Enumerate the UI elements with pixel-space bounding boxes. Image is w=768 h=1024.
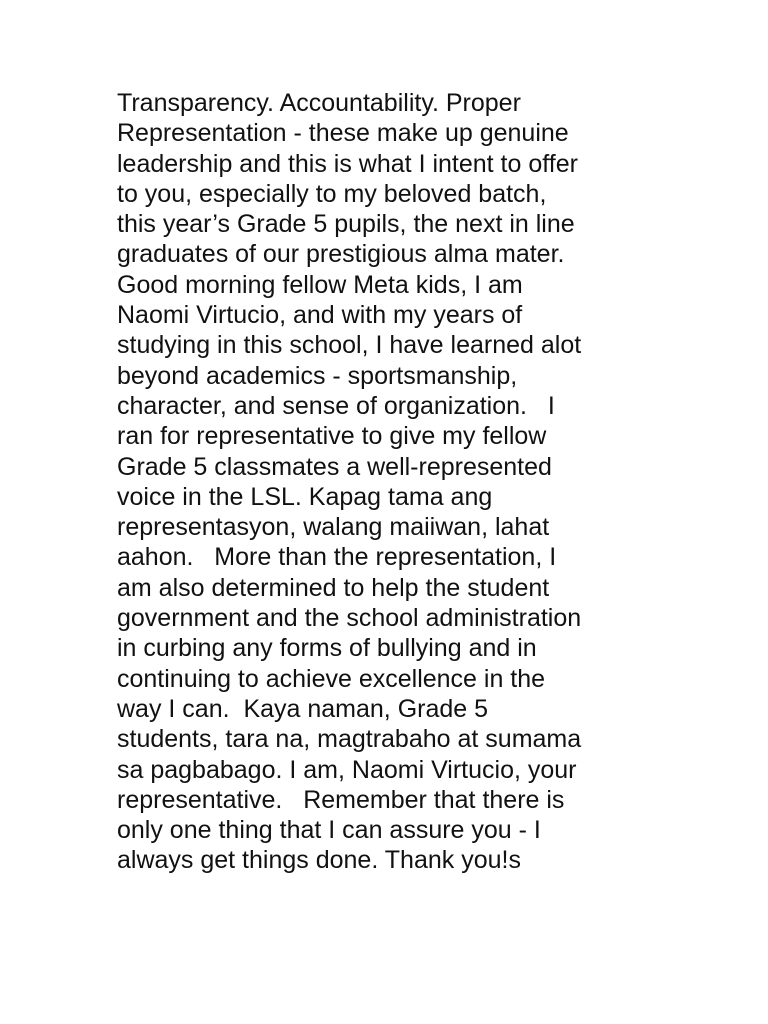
text-line: representasyon, walang maiiwan, lahat bbox=[117, 513, 550, 542]
text-line: aahon. More than the representation, I bbox=[117, 543, 557, 572]
text-line: character, and sense of organization. I bbox=[117, 391, 555, 420]
text-line: Representation - these make up genuine bbox=[117, 119, 569, 148]
text-line: am also determined to help the student bbox=[117, 573, 550, 602]
text-line: government and the school administration bbox=[117, 604, 582, 633]
text-line: beyond academics - sportsmanship, bbox=[117, 361, 518, 390]
text-line: in curbing any forms of bullying and in bbox=[117, 634, 537, 663]
text-line: Good morning fellow Meta kids, I am bbox=[117, 270, 523, 299]
text-line: graduates of our prestigious alma mater. bbox=[117, 240, 565, 269]
text-line: sa pagbabago. I am, Naomi Virtucio, your bbox=[117, 755, 577, 784]
text-line: always get things done. Thank you!s bbox=[117, 846, 521, 875]
text-line: students, tara na, magtrabaho at sumama bbox=[117, 725, 582, 754]
text-line: ran for representative to give my fellow bbox=[117, 422, 547, 451]
speech-text bbox=[117, 88, 677, 876]
text-line: leadership and this is what I intent to offer bbox=[117, 149, 578, 178]
text-line: continuing to achieve excellence in the bbox=[117, 664, 546, 693]
text-line: only one thing that I can assure you - I bbox=[117, 816, 541, 845]
text-line: voice in the LSL. Kapag tama ang bbox=[117, 482, 493, 511]
text-line: to you, especially to my beloved batch, bbox=[117, 179, 547, 208]
text-line: representative. Remember that there is bbox=[117, 785, 565, 814]
text-line: Naomi Virtucio, and with my years of bbox=[117, 301, 523, 330]
text-line: this year’s Grade 5 pupils, the next in line bbox=[117, 210, 575, 239]
text-line: way I can. Kaya naman, Grade 5 bbox=[117, 694, 489, 723]
text-line: studying in this school, I have learned alot bbox=[117, 331, 582, 360]
text-line: Grade 5 classmates a well-represented bbox=[117, 452, 552, 481]
text-line: Transparency. Accountability. Proper bbox=[117, 89, 521, 117]
